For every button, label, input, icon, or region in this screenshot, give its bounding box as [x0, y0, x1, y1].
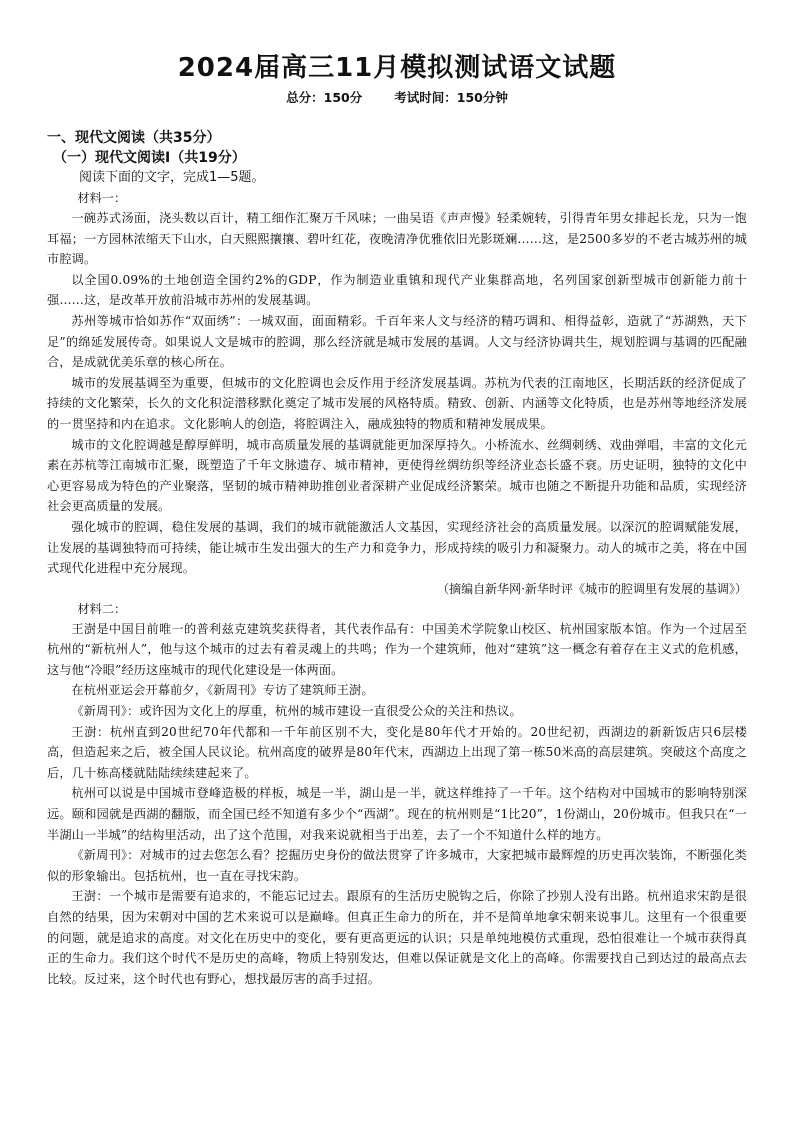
- material-one-paragraph: 苏州等城市恰如苏作“双面绣”：一城双面，面面精彩。千百年来人文与经济的精巧调和、相得益彰，造就了“苏湖熟，天下足”的绵延发展传奇。如果说人文是城市的腔调，那么经济就是城市发展的基调。人文与经济协调共生，规划腔调与基调的匹配融合，是成就优美乐章的核心所在。: [47, 313, 747, 370]
- material-two-paragraph: 王澍：一个城市是需要有追求的，不能忘记过去。跟原有的生活历史脱钩之后，你除了抄别人没有出路。杭州追求宋韵是很自然的结果，因为宋朝对中国的艺术来说可以是巅峰。但真正生命力的所在，并不是简单地拿宋朝来说事儿。这里有一个很重要的问题，就是追求的高度。对文化在历史中的变化，要有更高更远的认识；只是单纯地模仿式重现，恐怕很难让一个城市获得真正的生命力。我们这个时代不是历史的高峰，物质上特别发达，但难以保证就是文化上的高峰。你需要找自己到达过的最高点去比较。反过来，这个时代也有野心，想找最厉害的高手过招。: [47, 889, 747, 986]
- material-one-paragraph: 以全国0.09%的土地创造全国约2%的GDP，作为制造业重镇和现代产业集群高地，名列国家创新型城市创新能力前十强……这，是改革开放前沿城市苏州的发展基调。: [47, 272, 747, 308]
- material-two-paragraph: 王澍：杭州直到20世纪70年代都和一千年前区别不大，变化是80年代才开始的。20世纪初，西湖边的新新饭店只6层楼高，但造起来之后，被全国人民议论。杭州高度的破界是80年代末，西湖边上出现了第一栋50米高的高层建筑。突破这个高度之后，几十栋高楼就陆陆续续建起来了。: [47, 724, 747, 780]
- exam-time: 考试时间：150分钟: [394, 90, 508, 105]
- material-one-paragraph: 城市的发展基调至为重要，但城市的文化腔调也会反作用于经济发展基调。苏杭为代表的江南地区，长期活跃的经济促成了持续的文化繁荣，长久的文化积淀潜移默化奠定了城市发展的风格特质。精致、创新、内涵等文化特质，也是苏州等地经济发展的一贯坚持和内在追求。文化影响人的创造，将腔调注入，融成独特的物质和精神发展成果。: [47, 375, 747, 431]
- material-one-label: 材料一：: [77, 191, 127, 205]
- material-one-paragraph: 一碗苏式汤面，浇头数以百计，精工细作汇聚万千风味；一曲吴语《声声慢》轻柔婉转，引得青年男女排起长龙，只为一饱耳福；一方园林浓缩天下山水，白天熙熙攘攘、碧叶红花，夜晚清净优雅依旧光影斑斓……这，是2500多岁的不老古城苏州的城市腔调。: [47, 211, 747, 267]
- material-two-paragraph: 《新周刊》：对城市的过去您怎么看？挖掘历史身份的做法贯穿了许多城市，大家把城市最辉煌的历史再次装饰，不断强化类似的形象输出。包括杭州，也一直在寻找宋韵。: [47, 848, 747, 883]
- exam-title: 2024届高三11月模拟测试语文试题: [177, 53, 617, 83]
- total-score: 总分：150分: [286, 90, 363, 105]
- exam-page: [47, 50, 747, 989]
- material-two-paragraph: 在杭州亚运会开幕前夕，《新周刊》专访了建筑师王澍。: [71, 683, 374, 698]
- subsection-heading: （一）现代文阅读Ⅰ（共19分）: [53, 150, 246, 166]
- material-two-paragraph: 《新周刊》：或许因为文化上的厚重，杭州的城市建设一直很受公众的关注和热议。: [71, 704, 522, 719]
- exam-meta: [47, 88, 747, 108]
- material-one-paragraph: 强化城市的腔调，稳住发展的基调，我们的城市就能激活人文基因，实现经济社会的高质量发展。以深沉的腔调赋能发展，让发展的基调独特而可持续，能让城市生发出强大的生产力和竞争力，形成持续的吸引力和凝聚力。动人的城市之美，将在中国式现代化进程中充分展现。: [47, 519, 747, 576]
- reading-instruction: 阅读下面的文字，完成1—5题。: [79, 170, 265, 185]
- section-heading: 一、现代文阅读（共35分）: [47, 130, 221, 146]
- material-two-paragraph: 王澍是中国目前唯一的普利兹克建筑奖获得者，其代表作品有：中国美术学院象山校区、杭州国家版本馆。作为一个过居至杭州的“新杭州人”，他与这个城市的过去有着灵魂上的共鸣；作为一个建筑师，他对“建筑”这一概念有着存在主义式的危机感，这与他“冷眼”经历这座城市的现代化建设是一体两面。: [47, 621, 747, 677]
- material-one-source: （摘编自新华网·新华时评《城市的腔调里有发展的基调》）: [437, 581, 747, 596]
- material-one-paragraph: 城市的文化腔调越是醇厚鲜明，城市高质量发展的基调就能更加深厚持久。小桥流水、丝绸刺绣、戏曲弹唱，丰富的文化元素在苏杭等江南城市汇聚，既塑造了千年文脉遗存、城市精神，更使得丝绸纺织等经济业态长盛不衰。历史证明，独特的文化中心更容易成为特色的产业聚落，坚韧的城市精神助推创业者深耕产业促成经济繁荣。城市也随之不断提升功能和品质，实现经济社会更高质量的发展。: [47, 437, 747, 514]
- material-two-paragraph: 杭州可以说是中国城市登峰造极的样板，城是一半，湖山是一半，就这样维持了一千年。这个结构对中国城市的影响特别深远。颐和园就是西湖的翻版，而全国已经不知道有多少个“西湖”。现在的杭州则是“1比20”，1份湖山，20份城市。但我只在“一半湖山一半城”的结构里活动，出了这个范围，对我来说就相当于出差，去了一个不知道什么样的地方。: [47, 786, 747, 842]
- material-two-label: 材料二：: [77, 601, 127, 616]
